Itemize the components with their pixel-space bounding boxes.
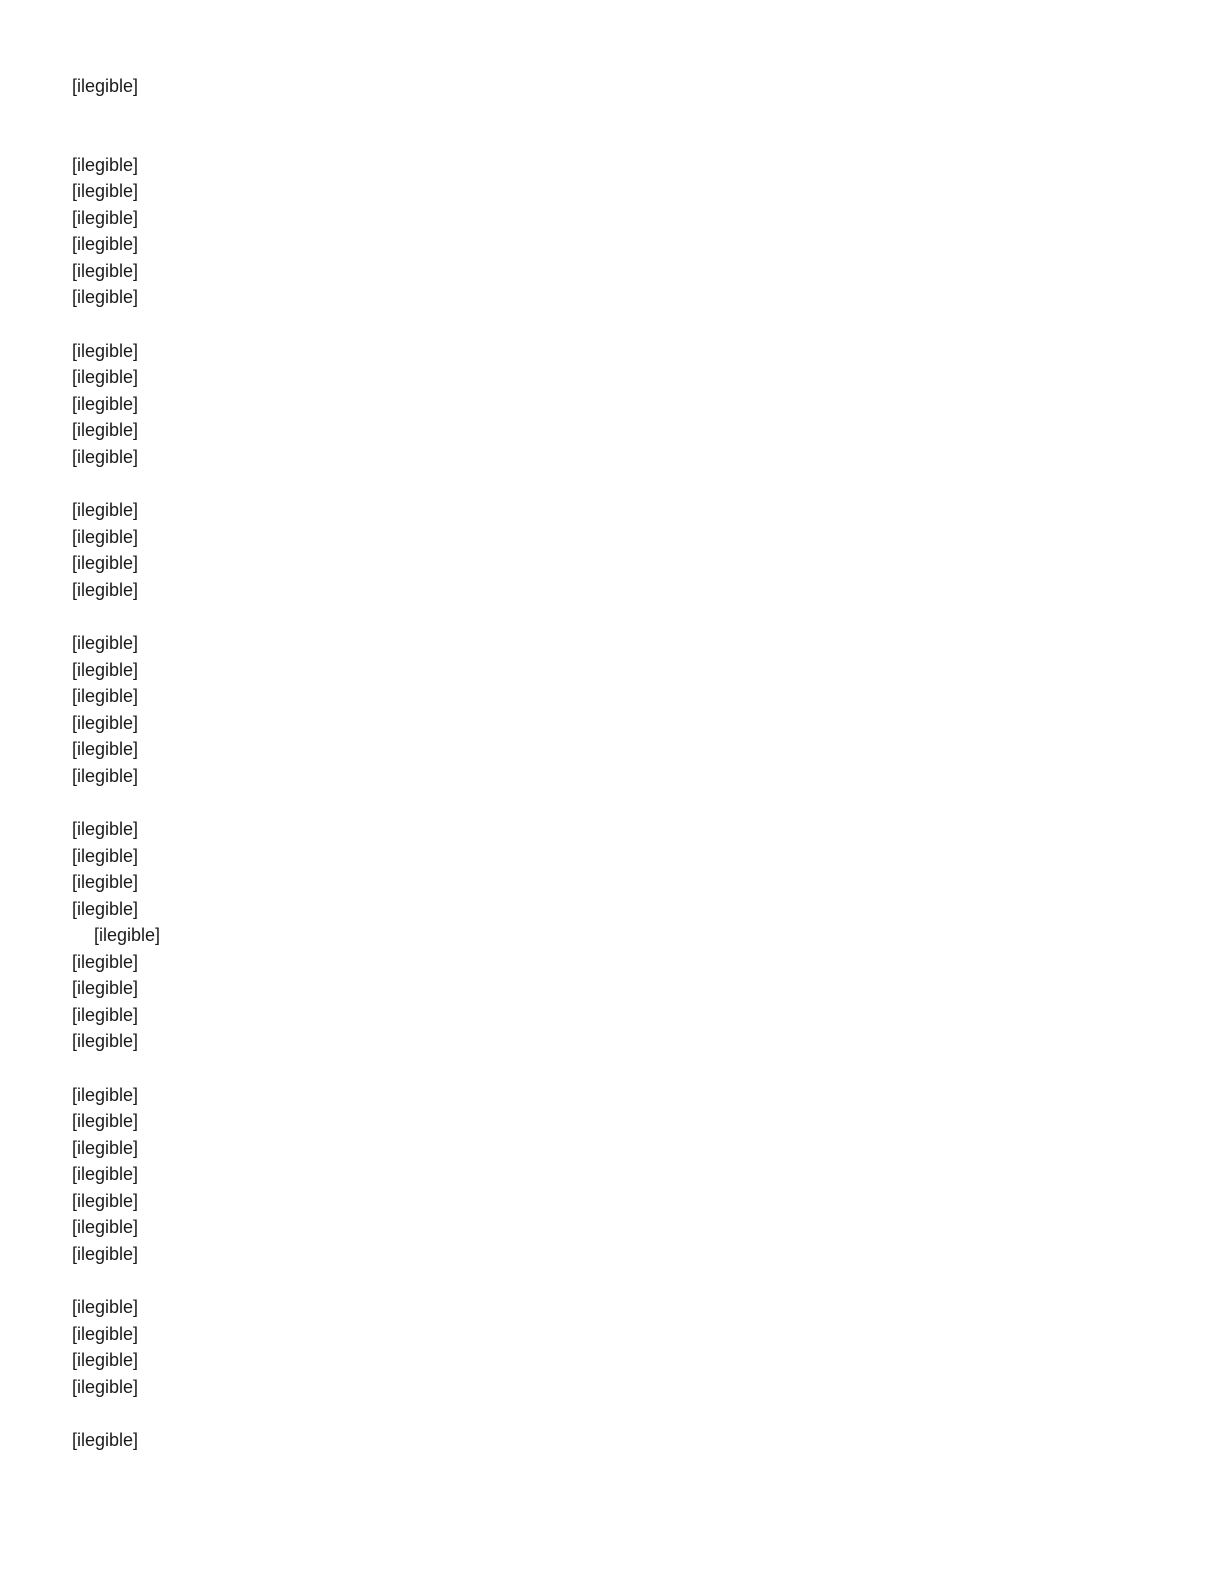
list-item-continuation: [ilegible] <box>94 925 161 945</box>
list-item: [ilegible] <box>72 1243 139 1264</box>
paragraph-line: [ilegible] <box>72 181 139 201</box>
document-page <box>72 73 1152 1454</box>
section-1 <box>72 152 1152 311</box>
paragraph-line: [ilegible] <box>72 579 139 600</box>
section-heading: [ilegible] <box>72 633 139 653</box>
spacer <box>72 603 1152 630</box>
paragraph-line: [ilegible] <box>72 420 139 440</box>
list-item: [ilegible] <box>72 845 139 866</box>
spacer <box>72 311 1152 338</box>
spacer <box>72 100 1152 152</box>
list-item: [ilegible] <box>72 898 139 919</box>
list-item: [ilegible] <box>72 1137 139 1158</box>
paragraph-line: [ilegible] <box>72 367 139 387</box>
spacer <box>72 1055 1152 1082</box>
list-item: [ilegible] <box>72 1217 139 1237</box>
section-heading: [ilegible] <box>72 1297 139 1317</box>
paragraph-line: [ilegible] <box>72 234 139 254</box>
section-2 <box>72 338 1152 471</box>
list-item: [ilegible] <box>72 1004 139 1025</box>
list-item: [ilegible] <box>72 765 139 786</box>
section-heading: [ilegible] <box>72 1084 139 1105</box>
paragraph-line: [ilegible] <box>72 393 139 414</box>
list-item: [ilegible] <box>72 1031 139 1051</box>
list-item: [ilegible] <box>72 951 139 972</box>
list-item: [ilegible] <box>72 1323 139 1344</box>
section-4 <box>72 630 1152 789</box>
list-item: [ilegible] <box>72 1164 139 1184</box>
section-heading: [ilegible] <box>72 819 139 839</box>
section-7 <box>72 1294 1152 1400</box>
section-6 <box>72 1082 1152 1268</box>
list-item: [ilegible] <box>72 872 139 892</box>
list-item: [ilegible] <box>72 1350 139 1370</box>
paragraph-line: [ilegible] <box>72 207 139 228</box>
list-item: [ilegible] <box>72 739 139 759</box>
paragraph-line: [ilegible] <box>72 287 139 307</box>
list-item: [ilegible] <box>72 1190 139 1211</box>
section-5 <box>72 816 1152 1055</box>
paragraph-line: [ilegible] <box>72 260 139 281</box>
list-item: [ilegible] <box>72 1111 139 1131</box>
spacer <box>72 470 1152 497</box>
paragraph-line: [ilegible] <box>72 446 139 467</box>
list-item: [ilegible] <box>72 1376 139 1397</box>
list-item: [ilegible] <box>72 686 139 706</box>
list-item: [ilegible] <box>72 659 139 680</box>
spacer <box>72 1400 1152 1427</box>
paragraph-line: [ilegible] <box>72 526 139 547</box>
section-3 <box>72 497 1152 603</box>
section-heading: [ilegible] <box>72 154 139 175</box>
list-item: [ilegible] <box>72 978 139 998</box>
spacer <box>72 1267 1152 1294</box>
section-heading: [ilegible] <box>72 500 139 520</box>
list-item: [ilegible] <box>72 712 139 733</box>
paragraph-line: [ilegible] <box>72 553 139 573</box>
section-heading: [ilegible] <box>72 340 139 361</box>
spacer <box>72 789 1152 816</box>
document-title: [ilegible] <box>72 76 139 96</box>
closing-line: [ilegible] <box>72 1430 139 1450</box>
